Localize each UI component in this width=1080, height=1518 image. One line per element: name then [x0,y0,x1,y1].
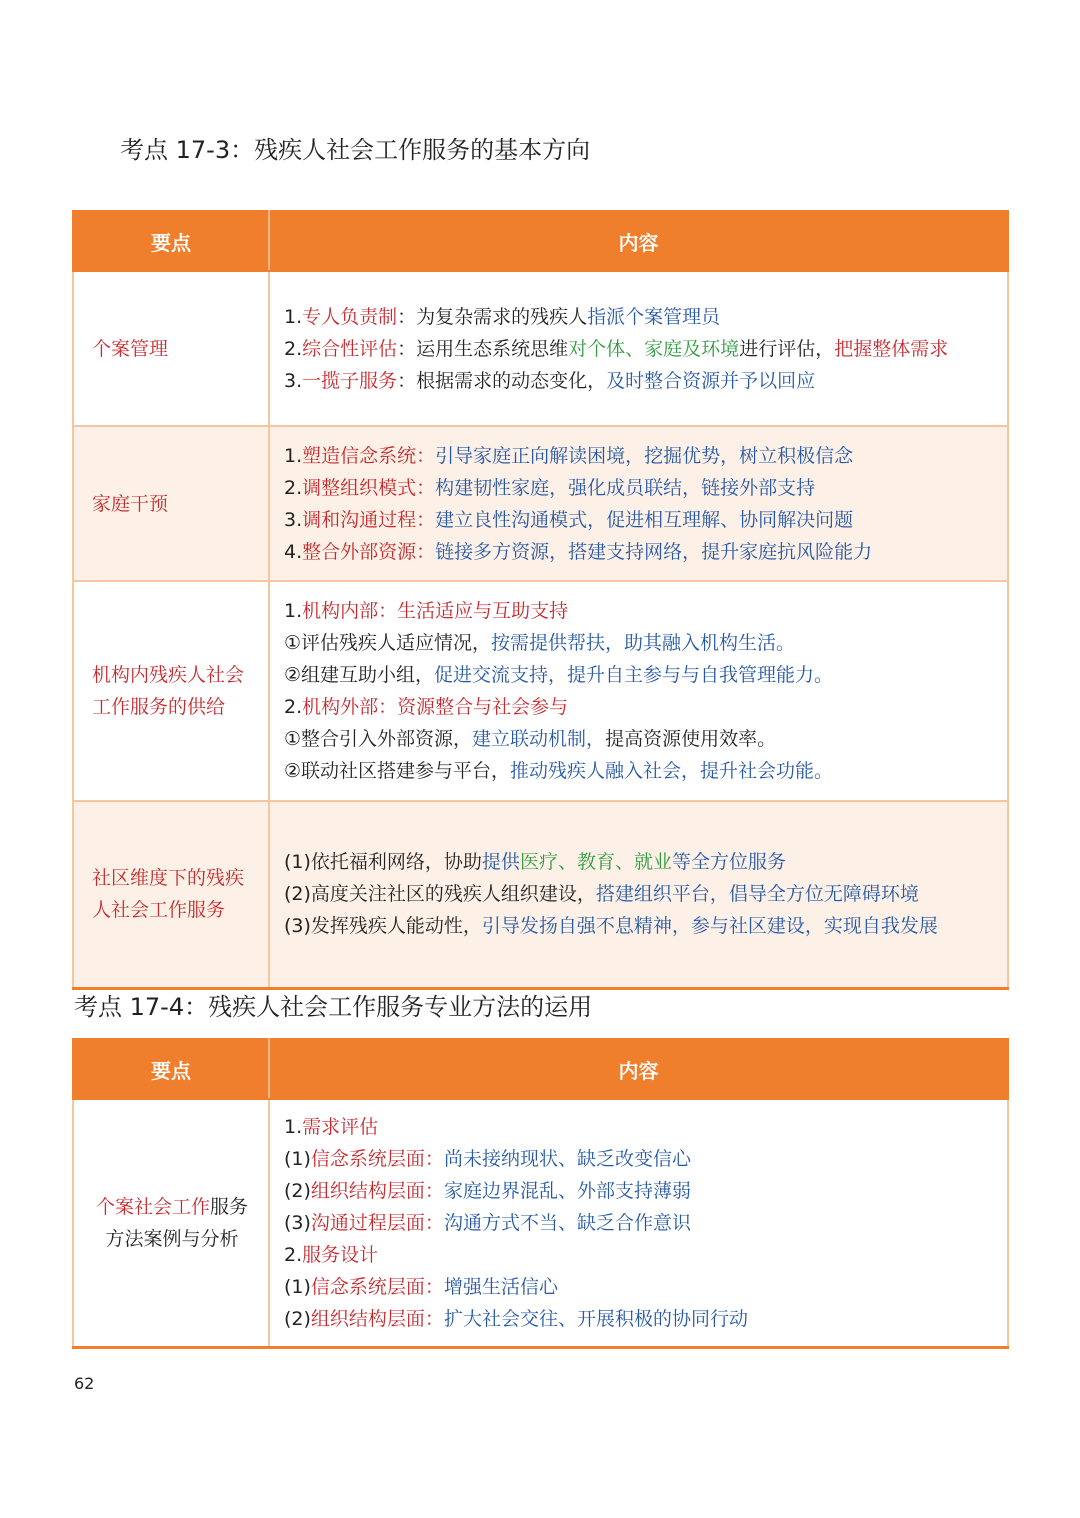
section-heading-17-3: 考点 17-3：残疾人社会工作服务的基本方向 [120,136,591,164]
text-segment: 建立良性沟通模式，促进相互理解、协同解决问题 [435,508,854,531]
text-segment: 机构外部：资源整合与社会参与 [302,696,569,718]
content-line [284,659,995,691]
text-segment: 1. [284,444,303,467]
row-point-family-intervention: 家庭干预 [73,426,269,581]
text-segment: 3. [284,508,303,531]
text-segment: 4. [284,540,303,563]
text-segment: 等全方位服务 [671,851,786,874]
text-segment: (1)依托福利网络，协助 [284,851,482,874]
page-number: 62 [74,1374,95,1393]
table-17-4 [72,1038,1009,1349]
text-segment: ：为复杂需求的残疾人 [397,305,588,328]
text-segment: 沟通方式不当、缺乏合作意识 [443,1211,691,1234]
text-segment: 构建韧性家庭，强化成员联结，链接外部支持 [435,476,816,499]
text-segment: 2. [284,696,303,718]
content-line [284,723,995,755]
text-segment: 调整组织模式： [302,476,436,499]
content-line [284,627,995,659]
text-segment: 引导家庭正向解读困境，挖掘优势，树立积极信念 [435,444,854,467]
text-segment: (1) [284,1147,311,1170]
text-segment: 组织结构层面： [310,1307,444,1330]
text-segment: 组织结构层面： [310,1179,444,1202]
text-segment: 一揽子服务 [302,369,398,392]
table-row [73,426,1008,581]
text-segment: 沟通过程层面： [310,1211,444,1234]
text-segment: 及时整合资源并予以回应 [606,369,816,392]
text-segment: (2)高度关注社区的残疾人组织建设， [284,883,596,906]
text-segment: 扩大社会交往、开展积极的协同行动 [443,1307,748,1330]
text-segment: 链接多方资源，搭建支持网络，提升家庭抗风险能力 [435,540,873,563]
content-line [284,846,995,878]
text-segment: 需求评估 [302,1115,379,1138]
text-segment: 建立联动机制， [472,728,606,750]
content-line [284,1111,995,1143]
text-segment: 指派个案管理员 [587,305,721,328]
content-line [284,536,995,568]
table-row [73,271,1008,426]
content-line [284,595,995,627]
text-segment: 服务设计 [302,1243,379,1266]
row-point-institution-service: 机构内残疾人社会工作服务的供给 [73,581,269,801]
text-segment: 提高资源使用效率。 [605,728,777,750]
content-line [284,301,995,333]
table-header-row [73,211,1008,271]
content-line [284,691,995,723]
text-segment: 调和沟通过程： [302,508,436,531]
text-segment: ②联动社区搭建参与平台， [284,760,511,782]
text-segment: 整合外部资源： [302,540,436,563]
text-segment: ：运用生态系统思维 [397,337,569,360]
text-segment: 综合性评估 [302,337,398,360]
row-content [269,1099,1008,1347]
text-segment: 提供 [481,851,520,874]
text-segment: 机构内部：生活适应与互助支持 [302,600,569,622]
text-segment: 增强生活信心 [443,1275,558,1298]
text-segment: 医疗、教育、就业 [519,851,672,874]
text-segment: 服务方法案例与分析 [105,1195,249,1250]
row-point-case-management: 个案管理 [73,271,269,426]
content-line [284,504,995,536]
table-header-row [73,1039,1008,1099]
text-segment: 信念系统层面： [310,1147,444,1170]
text-segment: ：根据需求的动态变化， [397,369,607,392]
row-content [269,581,1008,801]
header-content: 内容 [269,211,1008,271]
text-segment: 促进交流支持，提升自主参与与自我管理能力。 [434,664,834,686]
text-segment: 2. [284,1243,303,1266]
text-segment: 把握整体需求 [834,337,949,360]
content-line [284,755,995,787]
text-segment: 3. [284,369,303,392]
content-line [284,1239,995,1271]
content-line [284,1303,995,1335]
header-content: 内容 [269,1039,1008,1099]
content-line [284,910,995,942]
row-point-casework-method [73,1099,269,1347]
text-segment: (1) [284,1275,311,1298]
text-segment: 1. [284,600,303,622]
table-row [73,581,1008,801]
text-segment: ①评估残疾人适应情况， [284,632,492,654]
text-segment: (2) [284,1179,311,1202]
text-segment: 按需提供帮扶，助其融入机构生活。 [491,632,796,654]
row-content [269,271,1008,426]
content-line [284,365,995,397]
table-row [73,1099,1008,1347]
content-line [284,1271,995,1303]
text-segment: 搭建组织平台，倡导全方位无障碍环境 [595,883,919,906]
text-segment: (3) [284,1211,311,1234]
text-segment: 个案社会工作 [95,1195,210,1218]
text-segment: 进行评估， [739,337,835,360]
text-segment: 2. [284,476,303,499]
text-segment: 家庭边界混乱、外部支持薄弱 [443,1179,691,1202]
text-segment: 专人负责制 [302,305,398,328]
content-line [284,878,995,910]
text-segment: (3)发挥残疾人能动性， [284,915,482,938]
text-segment: 1. [284,305,303,328]
row-content [269,801,1008,988]
content-line [284,333,995,365]
text-segment: 对个体、家庭及环境 [568,337,740,360]
content-line [284,1143,995,1175]
text-segment: 塑造信念系统： [302,444,436,467]
row-point-community-service: 社区维度下的残疾人社会工作服务 [73,801,269,988]
content-line [284,472,995,504]
section-heading-17-4: 考点 17-4：残疾人社会工作服务专业方法的运用 [74,993,593,1021]
table-row [73,801,1008,988]
header-point: 要点 [73,1039,269,1099]
text-segment: 1. [284,1115,303,1138]
text-segment: (2) [284,1307,311,1330]
text-segment: 推动残疾人融入社会，提升社会功能。 [510,760,834,782]
header-point: 要点 [73,211,269,271]
content-line [284,1175,995,1207]
row-content [269,426,1008,581]
text-segment: 2. [284,337,303,360]
table-17-3 [72,210,1009,990]
text-segment: 信念系统层面： [310,1275,444,1298]
content-line [284,440,995,472]
text-segment: ②组建互助小组， [284,664,435,686]
text-segment: 引导发扬自强不息精神，参与社区建设，实现自我发展 [481,915,938,938]
text-segment: 尚未接纳现状、缺乏改变信心 [443,1147,691,1170]
text-segment: ①整合引入外部资源， [284,728,473,750]
content-line [284,1207,995,1239]
